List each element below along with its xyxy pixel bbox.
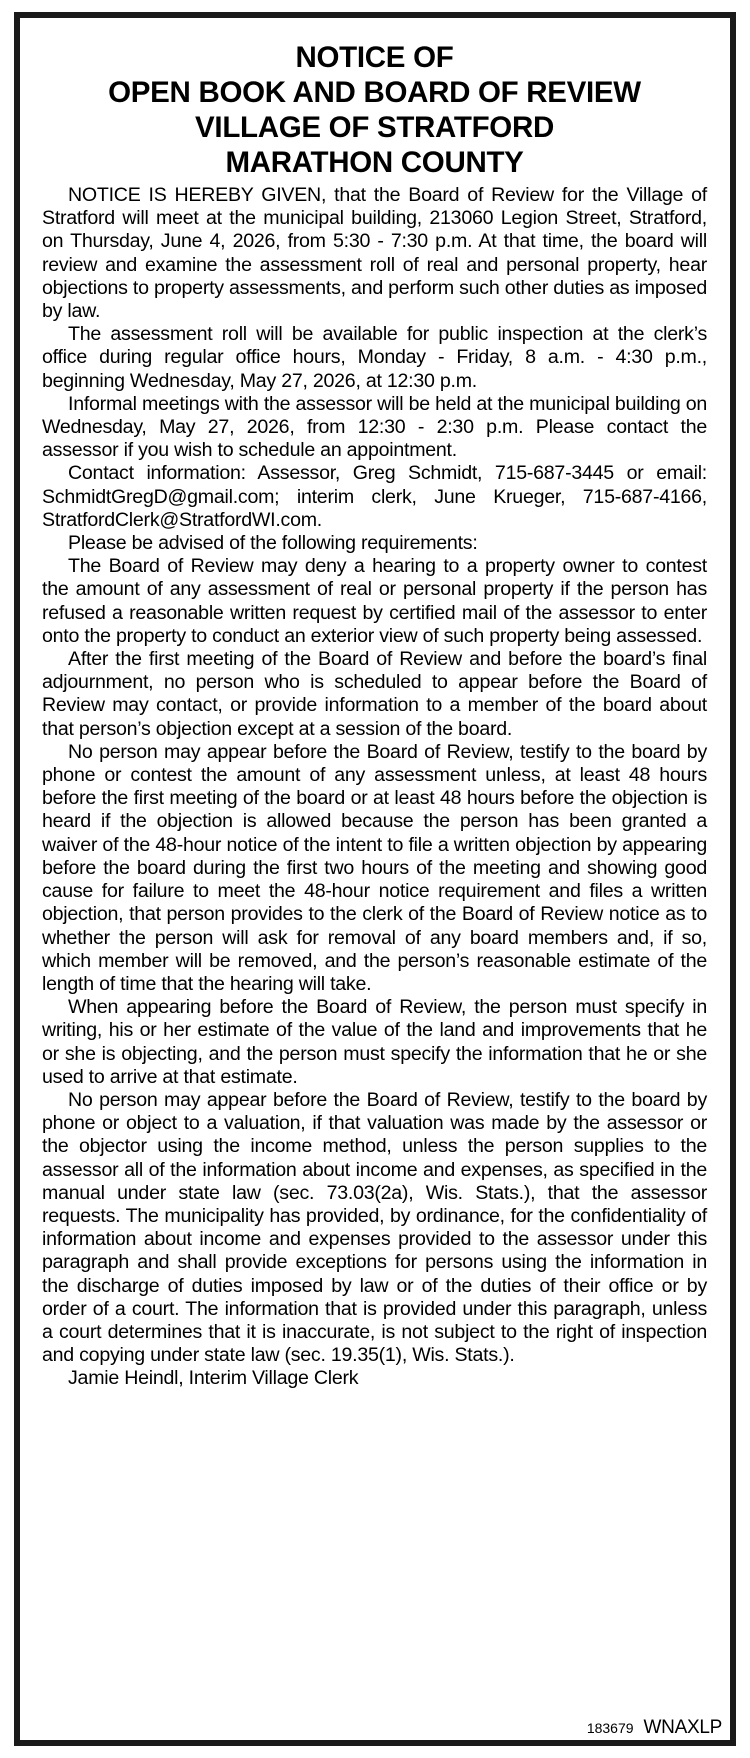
legal-notice-frame xyxy=(14,12,736,1746)
paragraph-no-contact: After the first meeting of the Board of Review and before the board’s final adjournment, no person who is scheduled to appear before the Board of Review may contact, or provide information to a member of the board about that person’s objection except at a session of the board. xyxy=(42,648,707,740)
legal-notice-content xyxy=(42,40,707,1391)
title-line: MARATHON COUNTY xyxy=(225,146,524,179)
paragraph-requirements-intro: Please be advised of the following requirements: xyxy=(68,532,478,555)
notice-body xyxy=(42,184,707,1391)
ad-footer xyxy=(587,1717,722,1739)
paragraph-deny-hearing: The Board of Review may deny a hearing to a property owner to contest the amount of any assessment of real or personal property if the person has refused a reasonable written request by certified mail of the assessor to enter onto the property to conduct an exterior view of such property being assessed. xyxy=(42,555,707,647)
paragraph-written-estimate: When appearing before the Board of Review, the person must specify in writing, his or her estimate of the value of the land and improvements that he or she is objecting, and the person must specify the information that he or she used to arrive at that estimate. xyxy=(42,996,707,1088)
paragraph-assessment-roll: The assessment roll will be available for public inspection at the clerk’s office during regular office hours, Monday - Friday, 8 a.m. - 4:30 p.m., beginning Wednesday, May 27, 2026, at 12:30 p.m. xyxy=(42,323,707,392)
ad-code: WNAXLP xyxy=(643,1717,722,1738)
title-line: OPEN BOOK AND BOARD OF REVIEW xyxy=(108,76,641,109)
paragraph-informal-meetings: Informal meetings with the assessor will be held at the municipal building on Wednesday, May 27, 2026, from 12:30 - 2:30 p.m. Please contact the assessor if you wish to schedule an appointment. xyxy=(42,392,707,462)
paragraph-notice-given: NOTICE IS HEREBY GIVEN, that the Board of Review for the Village of Stratford will meet at the municipal building, 213060 Legion Street, Stratford, on Thursday, June 4, 2026, from 5:30 - 7:30 p.m. At that time, the board will review and examine the assessment roll of real and personal property, hear objections to property assessments, and perform such other duties as imposed by law. xyxy=(42,184,707,323)
signature: Jamie Heindl, Interim Village Clerk xyxy=(68,1367,359,1390)
title-line: VILLAGE OF STRATFORD xyxy=(195,111,554,144)
ad-number: 183679 xyxy=(586,1720,634,1736)
paragraph-contact-information: Contact information: Assessor, Greg Schmidt, 715-687-3445 or email: SchmidtGregD@gmail.com; interim clerk, June Krueger, 715-687-4166, StratfordClerk@StratfordWI.com. xyxy=(42,462,707,531)
notice-title xyxy=(42,40,707,180)
title-line: NOTICE OF xyxy=(295,41,454,74)
paragraph-48-hour-notice: No person may appear before the Board of Review, testify to the board by phone or contest the amount of any assessment unless, at least 48 hours before the first meeting of the board or at least 48 hours before the objection is heard if the objection is allowed because the person has been granted a waiver of the 48-hour notice of the intent to file a written objection by appearing before the board during the first two hours of the meeting and showing good cause for failure to meet the 48-hour notice requirement and files a written objection, that person provides to the clerk of the Board of Review notice as to whether the person will ask for removal of any board members and, if so, which member will be removed, and the person’s reasonable estimate of the length of time that the hearing will take. xyxy=(42,740,707,995)
paragraph-income-method: No person may appear before the Board of Review, testify to the board by phone or object to a valuation, if that valuation was made by the assessor or the objector using the income method, unless the person supplies to the assessor all of the information about income and expenses, as specified in the manual under state law (sec. 73.03(2a), Wis. Stats.), that the assessor requests. The municipality has provided, by ordinance, for the confidentiality of information about income and expenses provided to the assessor under this paragraph and shall provide exceptions for persons using the information in the discharge of duties imposed by law or of the duties of their office or by order of a court. The information that is provided under this paragraph, unless a court determines that it is inaccurate, is not subject to the right of inspection and copying under state law (sec. 19.35(1), Wis. Stats.). xyxy=(42,1088,707,1367)
